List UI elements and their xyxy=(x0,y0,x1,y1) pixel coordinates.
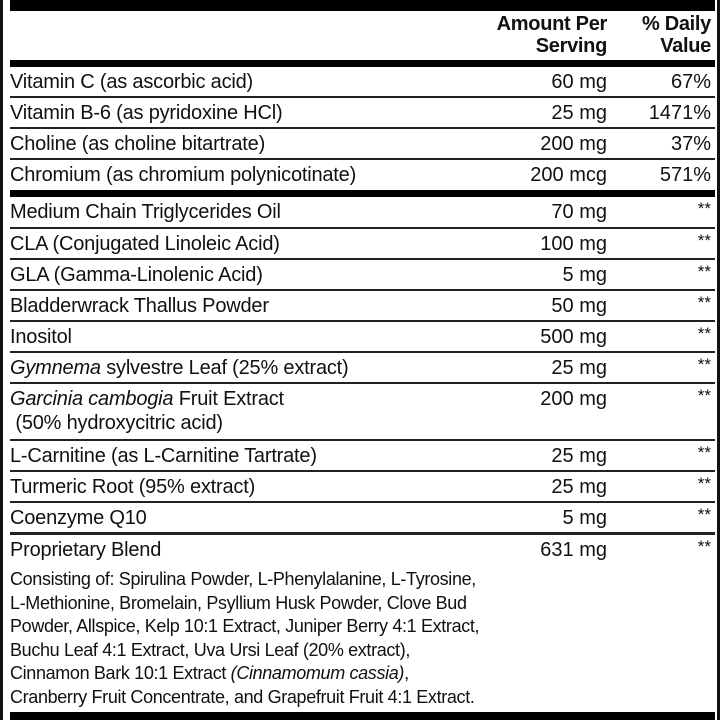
ingredient-amount: 25 mg xyxy=(551,445,607,467)
ingredient-name: CLA (Conjugated Linoleic Acid) xyxy=(10,233,280,255)
top-bar xyxy=(10,0,715,11)
ingredient-amount: 25 mg xyxy=(551,357,607,379)
amount-header-line2: Serving xyxy=(535,35,607,57)
nutrient-dv: 1471% xyxy=(648,102,711,124)
nutrient-row xyxy=(10,160,715,188)
table-header xyxy=(10,11,715,60)
ingredient-name: Inositol xyxy=(10,326,72,348)
row-divider xyxy=(10,470,715,472)
ingredient-name-italic: Garcinia cambogia xyxy=(10,388,174,410)
nutrient-name: Choline (as choline bitartrate) xyxy=(10,133,266,155)
ingredient-dv: ** xyxy=(697,474,711,493)
ingredient-amount: 5 mg xyxy=(562,264,607,286)
row-divider xyxy=(10,227,715,229)
ingredient-name: Medium Chain Triglycerides Oil xyxy=(10,201,281,223)
ingredient-dv: ** xyxy=(697,386,711,405)
blend-line-text: , xyxy=(404,663,409,684)
nutrient-row xyxy=(10,67,715,95)
ingredient-amount: 5 mg xyxy=(562,507,607,529)
ingredient-amount: 500 mg xyxy=(540,326,607,348)
bottom-bar xyxy=(10,712,715,720)
row-divider xyxy=(10,258,715,260)
row-divider xyxy=(10,382,715,384)
ingredient-name: GLA (Gamma-Linolenic Acid) xyxy=(10,264,263,286)
ingredient-amount: 100 mg xyxy=(540,233,607,255)
ingredient-name-italic: Gymnema xyxy=(10,357,101,379)
thick-divider xyxy=(10,190,715,197)
row-divider xyxy=(10,501,715,503)
nutrient-name: Vitamin B-6 (as pyridoxine HCl) xyxy=(10,102,283,124)
blend-dv: ** xyxy=(697,537,711,556)
dv-header-line2: Value xyxy=(660,35,711,57)
dv-header-line1: % Daily xyxy=(641,13,711,35)
nutrient-amount: 200 mg xyxy=(540,133,607,155)
amount-header-line1: Amount Per xyxy=(496,13,607,35)
ingredient-dv: ** xyxy=(697,199,711,218)
nutrient-name: Chromium (as chromium polynicotinate) xyxy=(10,164,357,186)
blend-line-italic: (Cinnamomum cassia) xyxy=(230,663,405,684)
nutrient-row xyxy=(10,98,715,126)
ingredient-amount: 70 mg xyxy=(551,201,607,223)
nutrient-dv: 67% xyxy=(670,71,711,93)
ingredient-dv: ** xyxy=(697,505,711,524)
ingredient-dv: ** xyxy=(697,293,711,312)
ingredient-name: Bladderwrack Thallus Powder xyxy=(10,295,269,317)
row-divider xyxy=(10,351,715,353)
ingredient-dv: ** xyxy=(697,443,711,462)
blend-line: Powder, Allspice, Kelp 10:1 Extract, Juniper Berry 4:1 Extract, xyxy=(10,616,480,637)
amount-header xyxy=(447,13,607,57)
ingredient-amount: 50 mg xyxy=(551,295,607,317)
ingredient-name-rest: Fruit Extract xyxy=(173,388,284,410)
blend-description xyxy=(10,568,530,710)
nutrient-amount: 25 mg xyxy=(551,102,607,124)
blend-line-text: Cinnamon Bark 10:1 Extract xyxy=(10,663,231,684)
nutrient-amount: 200 mcg xyxy=(530,164,607,186)
blend-line xyxy=(10,662,530,686)
ingredient-dv: ** xyxy=(697,231,711,250)
ingredient-amount: 25 mg xyxy=(551,476,607,498)
ingredient-name-rest: sylvestre Leaf (25% extract) xyxy=(100,357,349,379)
ingredient-dv: ** xyxy=(697,262,711,281)
blend-line: Consisting of: Spirulina Powder, L-Phenylalanine, L-Tyrosine, xyxy=(10,569,476,589)
nutrient-name: Vitamin C (as ascorbic acid) xyxy=(10,71,254,93)
ingredient-dv: ** xyxy=(697,355,711,374)
ingredient-amount: 200 mg xyxy=(540,388,607,410)
ingredient-name: Turmeric Root (95% extract) xyxy=(10,476,256,498)
nutrient-row xyxy=(10,129,715,157)
row-divider xyxy=(10,320,715,322)
ingredient-name: L-Carnitine (as L-Carnitine Tartrate) xyxy=(10,445,317,467)
blend-name: Proprietary Blend xyxy=(10,539,162,561)
blend-line: Buchu Leaf 4:1 Extract, Uva Ursi Leaf (20% extract), xyxy=(10,639,410,660)
nutrient-dv: 37% xyxy=(670,133,711,155)
ingredient-name xyxy=(10,387,284,411)
blend-line: L-Methionine, Bromelain, Psyllium Husk Powder, Clove Bud xyxy=(10,592,467,613)
row-divider xyxy=(10,439,715,441)
nutrient-amount: 60 mg xyxy=(551,71,607,93)
row-divider xyxy=(10,289,715,291)
ingredient-name: Coenzyme Q10 xyxy=(10,507,147,529)
ingredient-dv: ** xyxy=(697,324,711,343)
thick-divider xyxy=(10,60,715,67)
ingredient-name-line2: (50% hydroxycitric acid) xyxy=(10,412,223,434)
dv-header xyxy=(611,13,711,57)
blend-line: Cranberry Fruit Concentrate, and Grapefruit Fruit 4:1 Extract. xyxy=(10,686,475,707)
ingredient-name xyxy=(10,356,349,380)
blend-amount: 631 mg xyxy=(540,539,607,561)
nutrient-dv: 571% xyxy=(659,164,711,186)
row-divider xyxy=(10,532,715,535)
